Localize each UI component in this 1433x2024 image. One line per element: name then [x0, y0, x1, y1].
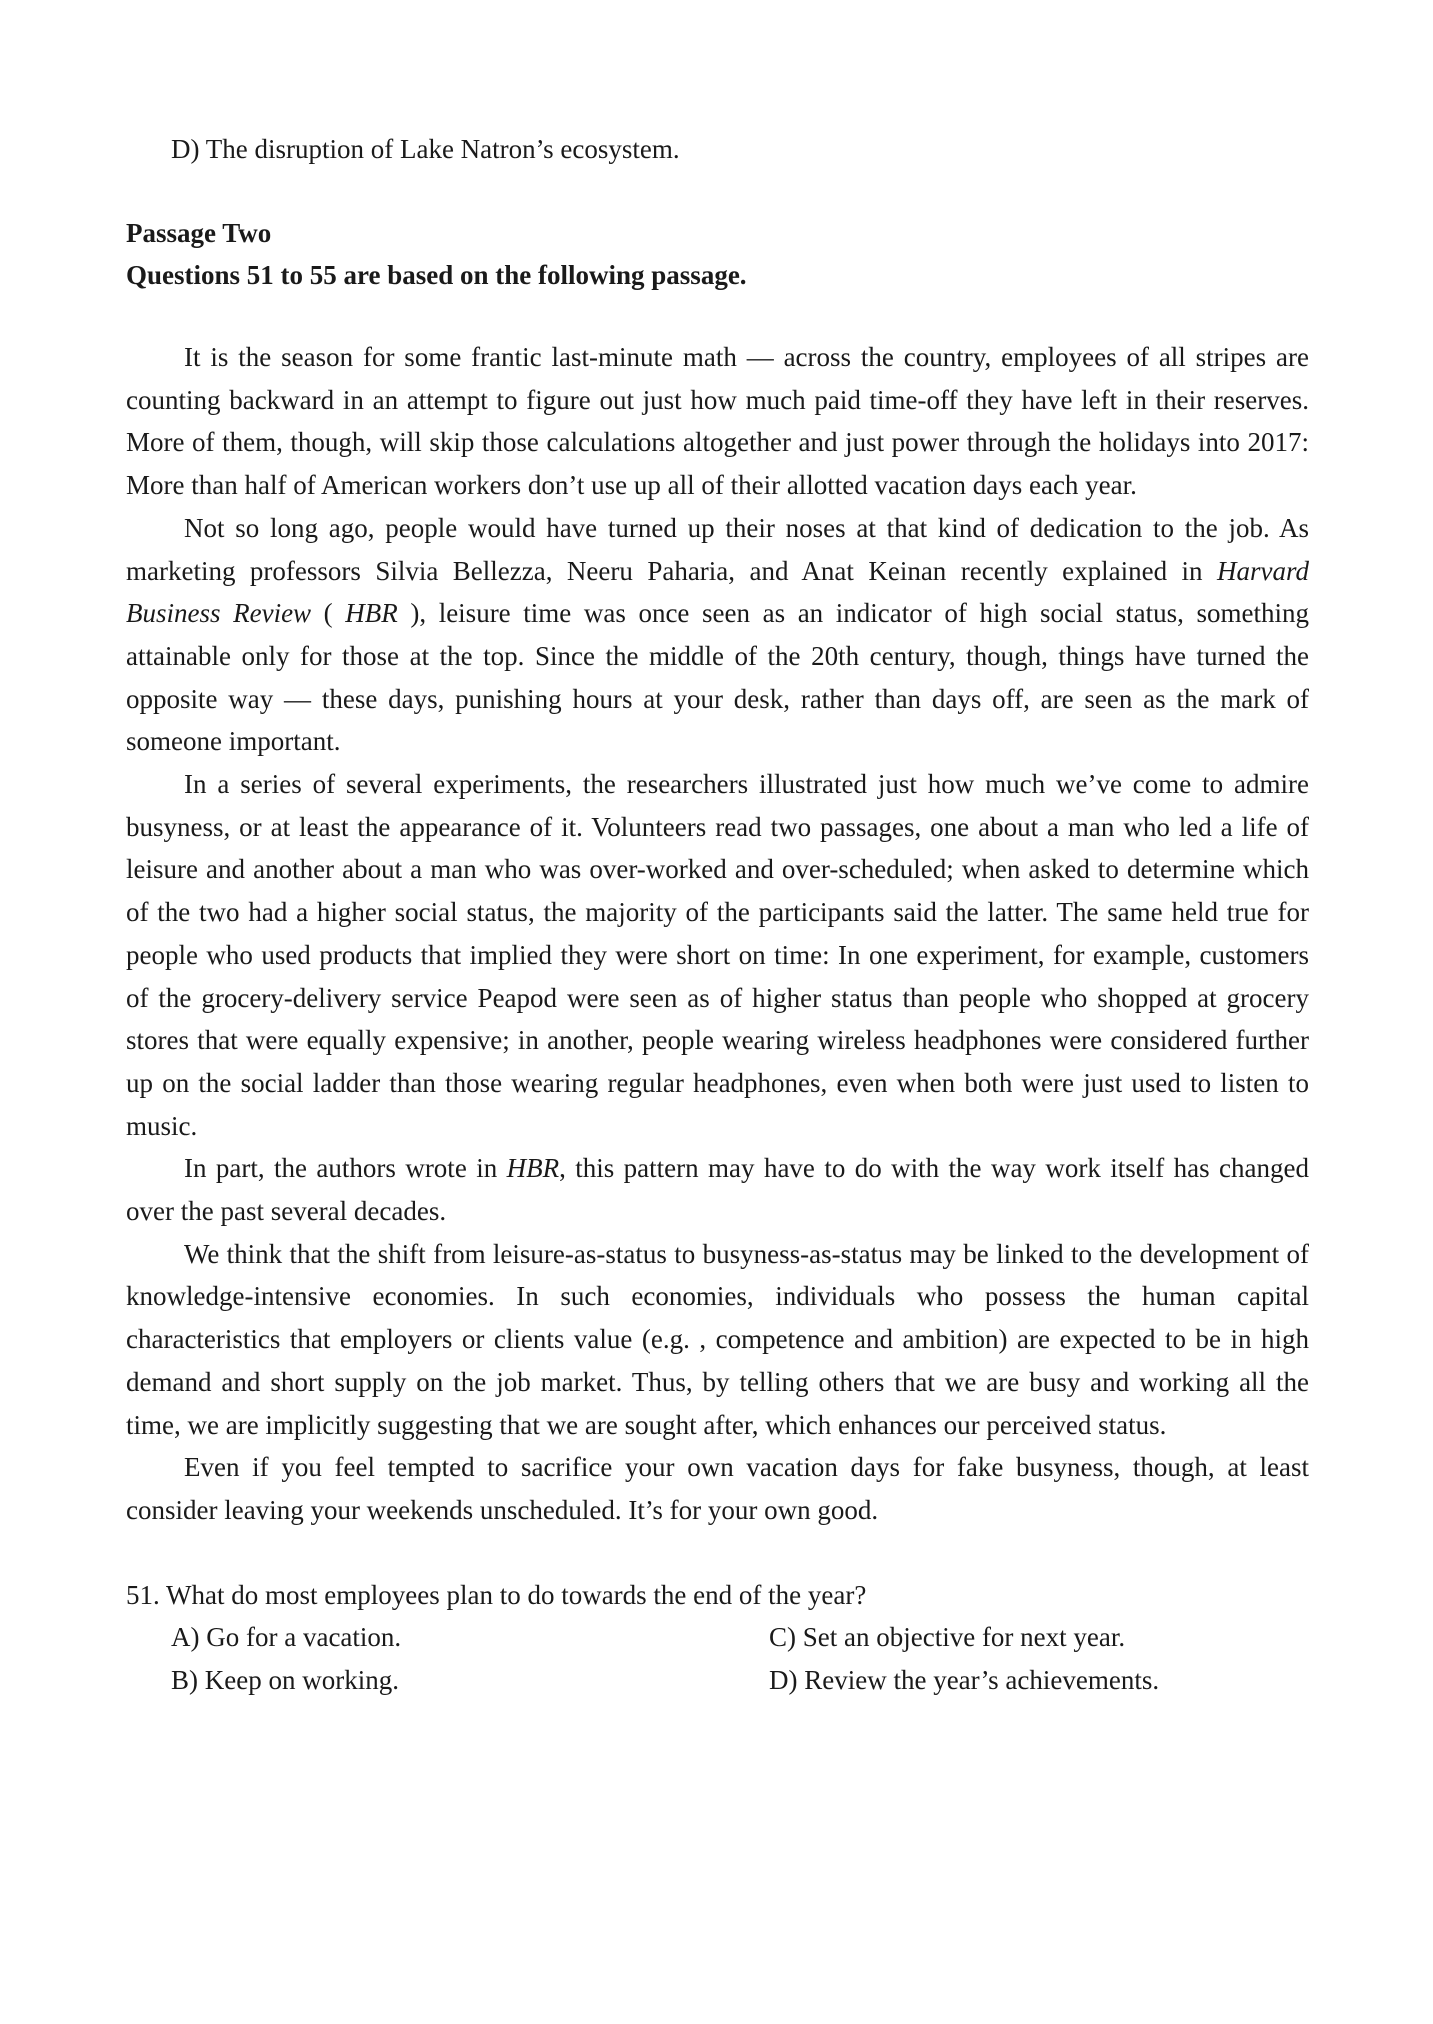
paragraph-4-part-a: In part, the authors wrote in	[184, 1153, 507, 1184]
paragraph-2-part-a: Not so long ago, people would have turned up their noses at that kind of dedication to the job. As marketing professors Silvia Bellezza, Neeru Paharia, and Anat Keinan recently explained in	[126, 512, 1309, 586]
question-51-stem: 51. What do most employees plan to do towards the end of the year?	[126, 1579, 867, 1610]
option-b: B) Keep on working.	[171, 1664, 399, 1695]
paragraph-2-part-c: ), leisure time was once seen as an indicator of high social status, something attainable only for those at the top. Since the middle of the 20th century, though, things have turned the opposite way — these days, punishing hours at your desk, rather than days off, are seen as the mark of someone important.	[126, 598, 1309, 757]
passage-heading: Passage Two	[126, 218, 272, 248]
passage-subheading: Questions 51 to 55 are based on the following passage.	[126, 260, 747, 290]
question-51-options	[171, 1616, 1309, 1701]
previous-question-option-d: D) The disruption of Lake Natron’s ecosystem.	[171, 134, 680, 164]
passage-body	[126, 336, 1309, 1532]
journal-title: Harvard Business Review	[126, 555, 1309, 629]
paragraph-3: In a series of several experiments, the researchers illustrated just how much we’ve come to admire busyness, or at least the appearance of it. Volunteers read two passages, one about a man who led a life of leisure and another about a man who was over-worked and over-scheduled; when asked to determine which of the two had a higher social status, the majority of the participants said the latter. The same held true for people who used products that implied they were short on time: In one experiment, for example, customers of the grocery-delivery service Peapod were seen as of higher status than people who shopped at grocery stores that were equally expensive; in another, people wearing wireless headphones were considered further up on the social ladder than those wearing regular headphones, even when both were just used to listen to music.	[126, 769, 1309, 1141]
option-c: C) Set an objective for next year.	[769, 1622, 1126, 1653]
paragraph-4-part-b: , this pattern may have to do with the way work itself has changed over the past several decades.	[126, 1153, 1309, 1227]
paragraph-1: It is the season for some frantic last-minute math — across the country, employees of all stripes are counting backward in an attempt to figure out just how much paid time-off they have left in their reserves. More of them, though, will skip those calculations altogether and just power through the holidays into 2017: More than half of American workers don’t use up all of their allotted vacation days each year.	[126, 342, 1309, 501]
paragraph-4	[126, 1147, 1309, 1232]
journal-abbreviation-2: HBR	[506, 1153, 560, 1184]
paragraph-5-quotation: We think that the shift from leisure-as-status to busyness-as-status may be linked to the development of knowledge-intensive economies. In such economies, individuals who possess the human capital characteristics that employers or clients value (e.g. , competence and ambition) are expected to be in high demand and short supply on the job market. Thus, by telling others that we are busy and working all the time, we are implicitly suggesting that we are sought after, which enhances our perceived status.	[126, 1238, 1309, 1440]
exam-page	[126, 128, 1309, 1701]
passage-titles	[126, 212, 1309, 296]
journal-abbreviation: HBR	[345, 598, 398, 629]
paragraph-2-part-b: (	[311, 598, 346, 629]
paragraph-2	[126, 507, 1309, 763]
option-d: D) Review the year’s achievements.	[769, 1664, 1160, 1695]
paragraph-6: Even if you feel tempted to sacrifice your own vacation days for fake busyness, though, at least consider leaving your weekends unscheduled. It’s for your own good.	[126, 1452, 1309, 1525]
option-a: A) Go for a vacation.	[171, 1622, 402, 1653]
